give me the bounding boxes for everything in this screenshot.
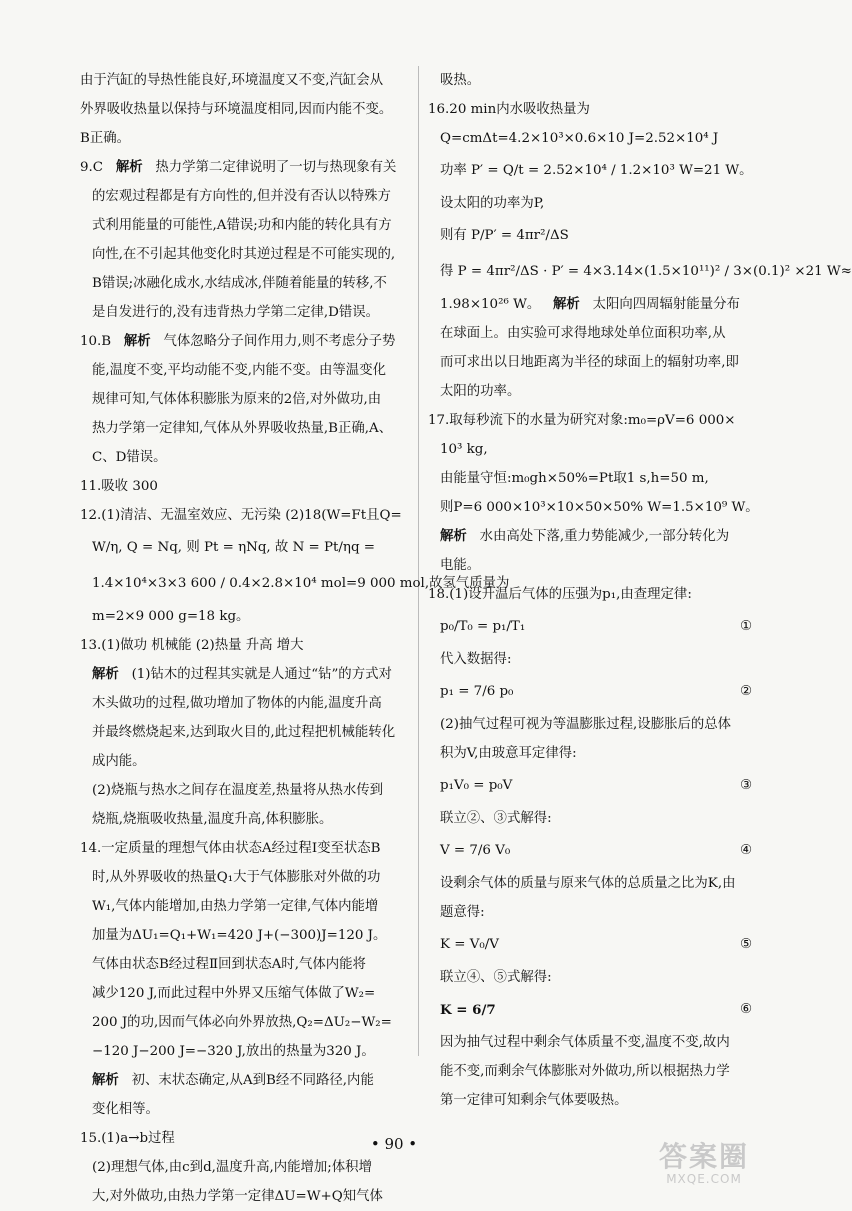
text-line: 能,温度不变,平均动能不变,内能不变。由等温变化: [92, 363, 386, 378]
text-line: 电能。: [440, 558, 481, 573]
equation-line: [428, 992, 768, 1028]
text-line: (2)抽气过程可视为等温膨胀过程,设膨胀后的总体: [440, 717, 732, 732]
analysis-tag: 解析: [115, 159, 143, 175]
text-line: 向性,在不引起其他变化时其逆过程是不可能实现的,: [92, 247, 396, 262]
right-column: [428, 66, 852, 1115]
text-line: 外界吸收热量以保持与环境温度相同,因而内能不变。: [80, 102, 393, 117]
text-line: 13.(1)做功 机械能 (2)热量 升高 增大: [80, 638, 304, 653]
column-divider: [418, 66, 419, 1056]
text-line: 15.(1)a→b过程: [80, 1131, 175, 1146]
text-line: 加量为ΔU₁=Q₁+W₁=420 J+(−300)J=120 J。: [92, 928, 387, 943]
text-line: 时,从外界吸收的热量Q₁大于气体膨胀对外做的功: [92, 870, 381, 885]
answer-10: [80, 327, 410, 472]
text-line: 17.取每秒流下的水量为研究对象:m₀=ρV=6 000×: [428, 413, 736, 428]
equation: p₁V₀ = p₀V: [440, 778, 513, 793]
text-line: 200 J的功,因而气体必向外界放热,Q₂=ΔU₂−W₂=: [92, 1015, 392, 1030]
text-line: Q=cmΔt=4.2×10³×0.6×10 J=2.52×10⁴ J: [440, 131, 719, 146]
text-line: 在球面上。由实验可求得地球处单位面积功率,从: [440, 326, 726, 341]
equation: K = V₀/V: [440, 937, 499, 952]
text-line: 设剩余气体的质量与原来气体的总质量之比为K,由: [440, 876, 736, 891]
text-line: 气体由状态B经过程Ⅱ回到状态A时,气体内能将: [92, 957, 366, 972]
answer-17: [428, 406, 768, 580]
equation: p₁ = 7/6 p₀: [440, 684, 514, 699]
analysis-tag: 解析: [123, 333, 151, 349]
text-line: 功率 P′ = Q/t = 2.52×10⁴ / 1.2×10³ W=21 W。: [440, 163, 753, 178]
text-line: 联立②、③式解得:: [440, 811, 552, 826]
text-line: 变化相等。: [92, 1102, 159, 1117]
text-line: 18.(1)设升温后气体的压强为p₁,由查理定律:: [428, 587, 692, 602]
text-line: 并最终燃烧起来,达到取火目的,此过程把机械能转化: [92, 725, 396, 740]
text-line: 成内能。: [92, 754, 146, 769]
equation-number: ①: [739, 619, 752, 634]
text-line: 水由高处下落,重力势能减少,一部分转化为: [479, 529, 730, 544]
text-line: 木头做功的过程,做功增加了物体的内能,温度升高: [92, 696, 382, 711]
equation-number: ③: [739, 778, 752, 793]
text-line: (2)烧瓶与热水之间存在温度差,热量将从热水传到: [92, 783, 384, 798]
text-line: (1)钻木的过程其实就是人通过“钻”的方式对: [131, 667, 392, 682]
watermark-url: MXQE.COM: [666, 1172, 742, 1186]
text-line: 积为V,由玻意耳定律得:: [440, 746, 577, 761]
watermark-logo: [634, 1142, 774, 1192]
equation: K = 6/7: [440, 1002, 496, 1018]
equation-line: [428, 833, 768, 869]
text-line: 1.98×10²⁶ W。: [440, 297, 541, 312]
watermark-text: 答案圈: [658, 1140, 749, 1173]
text-line: 则P=6 000×10³×10×50×50% W=1.5×10⁹ W。: [440, 500, 759, 515]
text-line: 联立④、⑤式解得:: [440, 970, 552, 985]
analysis-tag: 解析: [92, 1072, 119, 1088]
equation-line: [428, 674, 768, 710]
text-line: W₁,气体内能增加,由热力学第一定律,气体内能增: [92, 899, 379, 914]
equation-line: [428, 927, 768, 963]
answer-head: 10.B: [80, 334, 112, 349]
analysis-tag: 解析: [440, 528, 467, 544]
text-line: 气体忽略分子间作用力,则不考虑分子势: [163, 334, 396, 349]
text-line: 能不变,而剩余气体膨胀对外做功,所以根据热力学: [440, 1064, 730, 1079]
answer-18: [428, 580, 768, 1115]
text-line: 16.20 min内水吸收热量为: [428, 102, 590, 117]
equation: V = 7/6 V₀: [440, 843, 511, 858]
page-number: • 90 •: [370, 1135, 418, 1153]
text-line: 第一定律可知剩余气体要吸热。: [440, 1093, 628, 1108]
text-line: (2)理想气体,由c到d,温度升高,内能增加;体积增: [92, 1160, 372, 1175]
text-line: 初、末状态确定,从A到B经不同路径,内能: [131, 1073, 374, 1088]
analysis-tag: 解析: [92, 666, 119, 682]
text-line: −120 J−200 J=−320 J,放出的热量为320 J。: [92, 1044, 375, 1059]
answer-14: [80, 834, 410, 1124]
text-line: 是自发进行的,没有违背热力学第二定律,D错误。: [92, 305, 380, 320]
answer-11: 11.吸收 300: [80, 479, 158, 494]
analysis-tag: 解析: [553, 296, 580, 312]
text-line: 得 P = 4πr²/ΔS · P′ = 4×3.14×(1.5×10¹¹)² / 3×(0.1)² ×21 W≈: [440, 264, 852, 279]
text-line: 10³ kg,: [440, 442, 488, 457]
equation-number: ⑥: [739, 1002, 752, 1017]
text-line: m=2×9 000 g=18 kg。: [92, 609, 250, 624]
equation: p₀/T₀ = p₁/T₁: [440, 619, 526, 634]
answer-head: 9.C: [80, 160, 104, 175]
text-line: 式利用能量的可能性,A错误;功和内能的转化具有方: [92, 218, 392, 233]
text-line: 14.一定质量的理想气体由状态A经过程Ⅰ变至状态B: [80, 841, 381, 856]
text-line: B错误;冰融化成水,水结成冰,伴随着能量的转移,不: [92, 276, 387, 291]
equation-number: ④: [739, 843, 752, 858]
text-line: 的宏观过程都是有方向性的,但并没有否认以特殊方: [92, 189, 391, 204]
answer-16: [428, 95, 852, 406]
text-line: 热力学第二定律说明了一切与热现象有关: [155, 160, 397, 175]
text-line: 太阳的功率。: [440, 384, 521, 399]
equation-line: [428, 609, 768, 645]
text-line: 设太阳的功率为P,: [440, 196, 545, 211]
text-line: B正确。: [80, 131, 131, 146]
answer-13: [80, 631, 410, 834]
text-line: 热力学第一定律知,气体从外界吸收热量,B正确,A、: [92, 421, 393, 436]
text-line: 因为抽气过程中剩余气体质量不变,温度不变,故内: [440, 1035, 730, 1050]
text-line: 12.(1)清洁、无温室效应、无污染 (2)18(W=Ft且Q=: [80, 508, 402, 523]
text-line: 而可求出以日地距离为半径的球面上的辐射功率,即: [440, 355, 739, 370]
text-line: 1.4×10⁴×3×3 600 / 0.4×2.8×10⁴ mol=9 000 mol,故氢气质量为: [92, 576, 510, 591]
text-line: 减少120 J,而此过程中外界又压缩气体做了W₂=: [92, 986, 376, 1001]
text-line: C、D错误。: [92, 450, 167, 465]
text-line: W/η, Q = Nq, 则 Pt = ηNq, 故 N = Pt/ηq =: [92, 540, 375, 555]
equation-number: ⑤: [739, 937, 752, 952]
text-line: 题意得:: [440, 905, 485, 920]
answer-9: [80, 153, 410, 327]
equation-line: [428, 768, 768, 804]
text-line: 烧瓶,烧瓶吸收热量,温度升高,体积膨胀。: [92, 812, 333, 827]
text-line: 大,对外做功,由热力学第一定律ΔU=W+Q知气体: [92, 1189, 383, 1204]
text-line: 规律可知,气体体积膨胀为原来的2倍,对外做功,由: [92, 392, 382, 407]
equation-number: ②: [739, 684, 752, 699]
text-line: 由能量守恒:m₀gh×50%=Pt取1 s,h=50 m,: [440, 471, 709, 486]
text-line: 代入数据得:: [440, 652, 512, 667]
text-line: 由于汽缸的导热性能良好,环境温度又不变,汽缸会从: [80, 73, 384, 88]
text-line: 吸热。: [440, 73, 481, 88]
text-line: 太阳向四周辐射能量分布: [592, 297, 740, 312]
text-line: 则有 P/P′ = 4πr²/ΔS: [440, 228, 569, 243]
